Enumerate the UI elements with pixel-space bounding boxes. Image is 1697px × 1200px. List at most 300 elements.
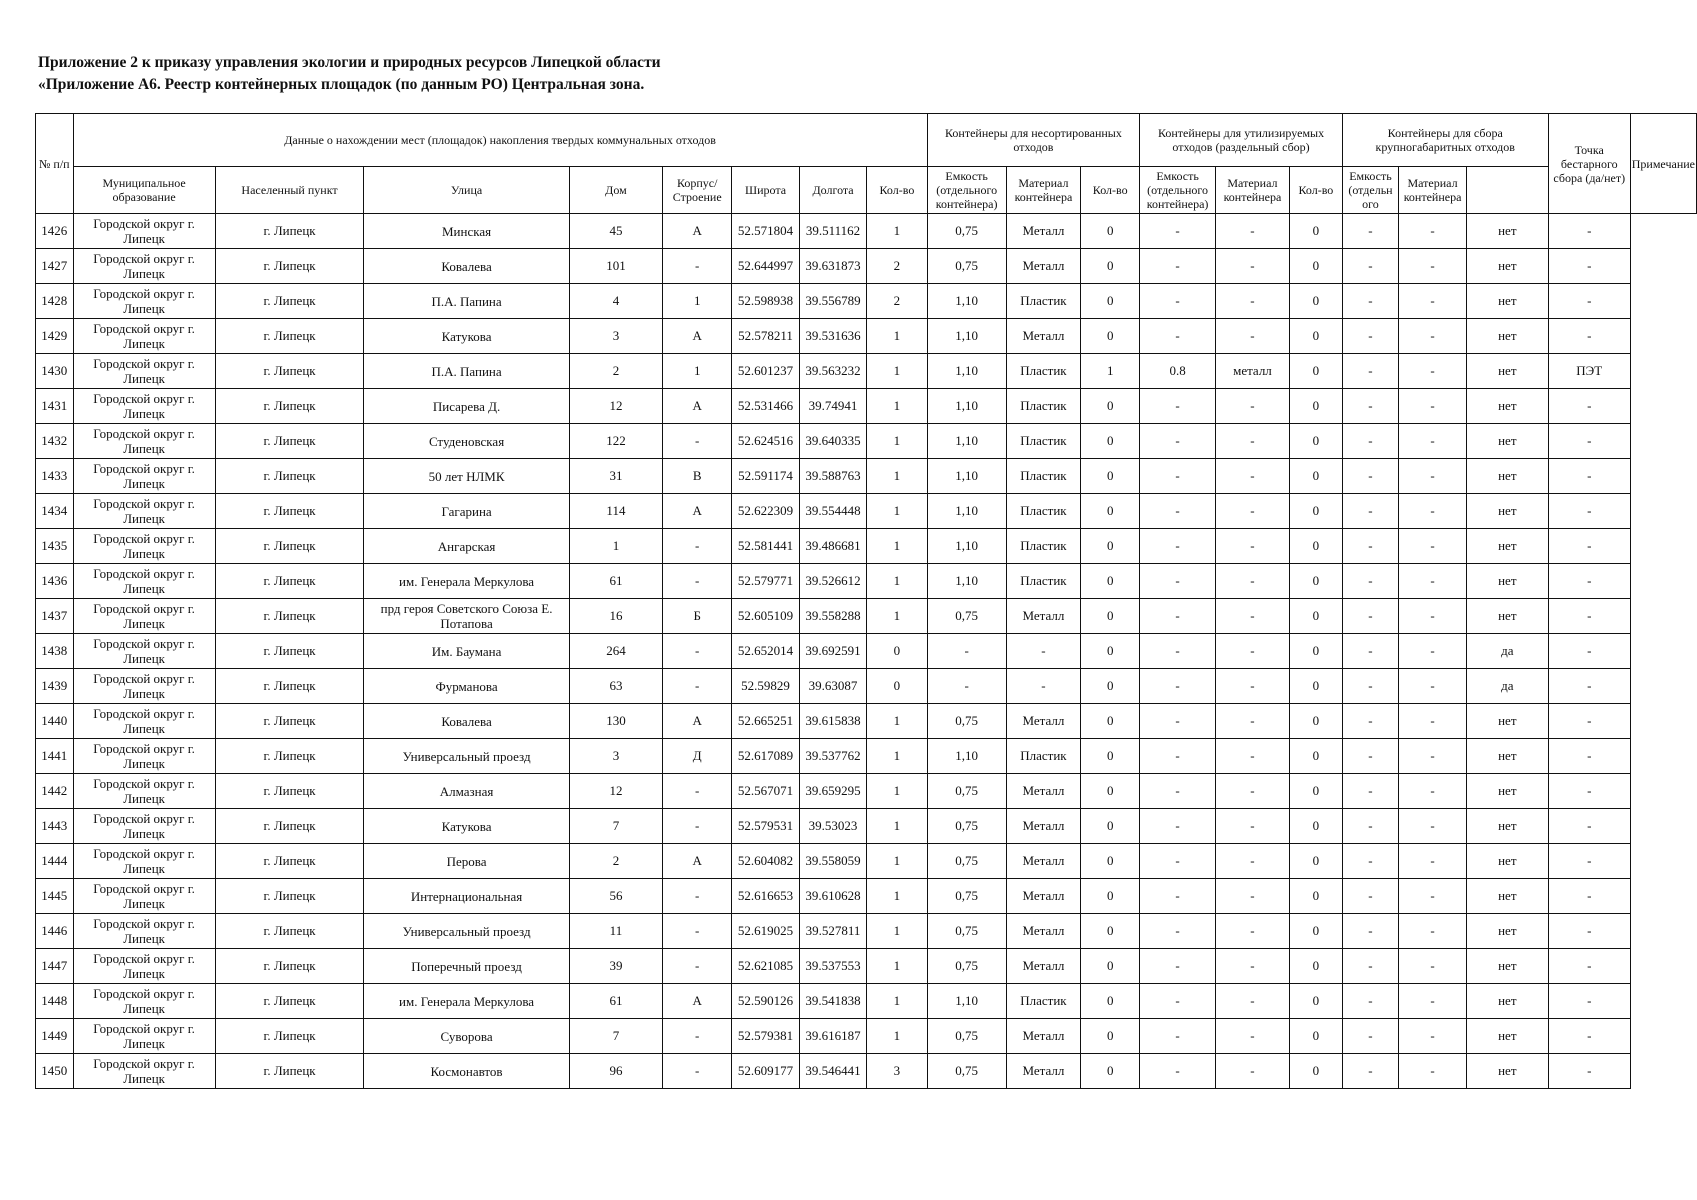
cell-note: ПЭТ bbox=[1548, 354, 1630, 389]
cell-bagless: нет bbox=[1466, 704, 1548, 739]
cell-recyclable-qty: 0 bbox=[1081, 949, 1140, 984]
cell-settlement: г. Липецк bbox=[215, 669, 364, 704]
header-location-group: Данные о нахождении мест (площадок) накопления твердых коммунальных отходов bbox=[73, 114, 927, 167]
cell-num: 1427 bbox=[36, 249, 74, 284]
cell-house: 122 bbox=[569, 424, 662, 459]
cell-num: 1441 bbox=[36, 739, 74, 774]
cell-note: - bbox=[1548, 774, 1630, 809]
cell-recyclable-qty: 0 bbox=[1081, 914, 1140, 949]
cell-unsorted-qty: 1 bbox=[867, 879, 927, 914]
cell-recyclable-qty: 0 bbox=[1081, 669, 1140, 704]
cell-bulky-capacity: - bbox=[1342, 634, 1399, 669]
cell-street: Писарева Д. bbox=[364, 389, 569, 424]
cell-street: П.А. Папина bbox=[364, 354, 569, 389]
cell-recyclable-material: - bbox=[1215, 809, 1289, 844]
cell-unsorted-material: - bbox=[1006, 634, 1080, 669]
cell-bagless: нет bbox=[1466, 739, 1548, 774]
cell-unsorted-material: Пластик bbox=[1006, 424, 1080, 459]
cell-unsorted-capacity: 0,75 bbox=[927, 249, 1006, 284]
cell-street: Суворова bbox=[364, 1019, 569, 1054]
cell-latitude: 52.578211 bbox=[732, 319, 800, 354]
table-row bbox=[36, 389, 1697, 424]
cell-unsorted-qty: 1 bbox=[867, 984, 927, 1019]
cell-bagless: нет bbox=[1466, 494, 1548, 529]
cell-note: - bbox=[1548, 1019, 1630, 1054]
table-row bbox=[36, 424, 1697, 459]
cell-street: Ковалева bbox=[364, 704, 569, 739]
cell-street: Катукова bbox=[364, 319, 569, 354]
cell-settlement: г. Липецк bbox=[215, 249, 364, 284]
cell-recyclable-capacity: - bbox=[1140, 494, 1215, 529]
cell-longitude: 39.74941 bbox=[799, 389, 867, 424]
cell-building: - bbox=[663, 809, 732, 844]
cell-recyclable-material: - bbox=[1215, 879, 1289, 914]
cell-num: 1430 bbox=[36, 354, 74, 389]
cell-unsorted-material: Пластик bbox=[1006, 389, 1080, 424]
cell-recyclable-capacity: - bbox=[1140, 424, 1215, 459]
cell-settlement: г. Липецк bbox=[215, 529, 364, 564]
cell-bulky-material: - bbox=[1399, 494, 1467, 529]
cell-unsorted-qty: 1 bbox=[867, 214, 927, 249]
cell-recyclable-capacity: - bbox=[1140, 949, 1215, 984]
cell-bulky-capacity: - bbox=[1342, 249, 1399, 284]
cell-bulky-qty: 0 bbox=[1290, 1054, 1343, 1089]
cell-longitude: 39.511162 bbox=[799, 214, 867, 249]
cell-note: - bbox=[1548, 879, 1630, 914]
cell-unsorted-qty: 1 bbox=[867, 844, 927, 879]
header-house: Дом bbox=[569, 167, 662, 214]
cell-house: 31 bbox=[569, 459, 662, 494]
cell-longitude: 39.588763 bbox=[799, 459, 867, 494]
cell-unsorted-capacity: 0,75 bbox=[927, 809, 1006, 844]
cell-unsorted-material: Металл bbox=[1006, 319, 1080, 354]
cell-latitude: 52.590126 bbox=[732, 984, 800, 1019]
cell-bulky-qty: 0 bbox=[1290, 354, 1343, 389]
cell-note: - bbox=[1548, 319, 1630, 354]
cell-recyclable-material: - bbox=[1215, 1019, 1289, 1054]
cell-recyclable-capacity: - bbox=[1140, 564, 1215, 599]
cell-bulky-qty: 0 bbox=[1290, 284, 1343, 319]
cell-street: Катукова bbox=[364, 809, 569, 844]
cell-recyclable-material: - bbox=[1215, 704, 1289, 739]
cell-note: - bbox=[1548, 214, 1630, 249]
cell-bulky-qty: 0 bbox=[1290, 424, 1343, 459]
cell-house: 12 bbox=[569, 774, 662, 809]
cell-recyclable-qty: 0 bbox=[1081, 984, 1140, 1019]
cell-recyclable-material: - bbox=[1215, 249, 1289, 284]
cell-house: 45 bbox=[569, 214, 662, 249]
cell-recyclable-qty: 0 bbox=[1081, 1019, 1140, 1054]
cell-house: 3 bbox=[569, 319, 662, 354]
cell-building: А bbox=[663, 319, 732, 354]
cell-num: 1431 bbox=[36, 389, 74, 424]
cell-latitude: 52.652014 bbox=[732, 634, 800, 669]
cell-bulky-material: - bbox=[1399, 319, 1467, 354]
cell-unsorted-material: Пластик bbox=[1006, 739, 1080, 774]
cell-recyclable-capacity: - bbox=[1140, 669, 1215, 704]
cell-street: Перова bbox=[364, 844, 569, 879]
cell-bulky-material: - bbox=[1399, 459, 1467, 494]
cell-bulky-material: - bbox=[1399, 774, 1467, 809]
cell-bulky-capacity: - bbox=[1342, 389, 1399, 424]
cell-building: А bbox=[663, 704, 732, 739]
cell-building: - bbox=[663, 914, 732, 949]
cell-note: - bbox=[1548, 459, 1630, 494]
cell-house: 2 bbox=[569, 844, 662, 879]
header-street: Улица bbox=[364, 167, 569, 214]
cell-num: 1442 bbox=[36, 774, 74, 809]
cell-settlement: г. Липецк bbox=[215, 774, 364, 809]
cell-bulky-capacity: - bbox=[1342, 564, 1399, 599]
cell-bulky-material: - bbox=[1399, 914, 1467, 949]
cell-street: Студеновская bbox=[364, 424, 569, 459]
table-row bbox=[36, 284, 1697, 319]
cell-bulky-qty: 0 bbox=[1290, 494, 1343, 529]
cell-recyclable-material: - bbox=[1215, 949, 1289, 984]
cell-num: 1444 bbox=[36, 844, 74, 879]
cell-house: 7 bbox=[569, 1019, 662, 1054]
cell-settlement: г. Липецк bbox=[215, 319, 364, 354]
cell-bulky-qty: 0 bbox=[1290, 739, 1343, 774]
cell-building: - bbox=[663, 634, 732, 669]
cell-recyclable-capacity: - bbox=[1140, 284, 1215, 319]
cell-recyclable-material: - bbox=[1215, 914, 1289, 949]
cell-recyclable-material: - bbox=[1215, 494, 1289, 529]
cell-bagless: нет bbox=[1466, 389, 1548, 424]
cell-recyclable-qty: 0 bbox=[1081, 214, 1140, 249]
cell-num: 1445 bbox=[36, 879, 74, 914]
cell-bulky-qty: 0 bbox=[1290, 564, 1343, 599]
cell-bagless: нет bbox=[1466, 354, 1548, 389]
cell-recyclable-qty: 1 bbox=[1081, 354, 1140, 389]
cell-recyclable-qty: 0 bbox=[1081, 844, 1140, 879]
cell-unsorted-qty: 1 bbox=[867, 949, 927, 984]
cell-recyclable-qty: 0 bbox=[1081, 1054, 1140, 1089]
cell-longitude: 39.527811 bbox=[799, 914, 867, 949]
cell-building: - bbox=[663, 669, 732, 704]
cell-bagless: нет bbox=[1466, 529, 1548, 564]
cell-street: Поперечный проезд bbox=[364, 949, 569, 984]
cell-bulky-material: - bbox=[1399, 704, 1467, 739]
cell-bulky-material: - bbox=[1399, 739, 1467, 774]
cell-note: - bbox=[1548, 599, 1630, 634]
cell-building: В bbox=[663, 459, 732, 494]
cell-num: 1437 bbox=[36, 599, 74, 634]
cell-unsorted-material: Пластик bbox=[1006, 984, 1080, 1019]
cell-longitude: 39.537762 bbox=[799, 739, 867, 774]
cell-building: - bbox=[663, 249, 732, 284]
cell-settlement: г. Липецк bbox=[215, 879, 364, 914]
cell-settlement: г. Липецк bbox=[215, 704, 364, 739]
cell-building: - bbox=[663, 879, 732, 914]
cell-municipality: Городской округ г. Липецк bbox=[73, 879, 215, 914]
cell-unsorted-material: Пластик bbox=[1006, 354, 1080, 389]
cell-municipality: Городской округ г. Липецк bbox=[73, 704, 215, 739]
table-row bbox=[36, 634, 1697, 669]
cell-unsorted-capacity: 1,10 bbox=[927, 389, 1006, 424]
cell-bagless: нет bbox=[1466, 879, 1548, 914]
cell-street: прд героя Советского Союза Е. Потапова bbox=[364, 599, 569, 634]
cell-bagless: нет bbox=[1466, 284, 1548, 319]
table-row bbox=[36, 249, 1697, 284]
cell-unsorted-qty: 1 bbox=[867, 389, 927, 424]
cell-bagless: да bbox=[1466, 634, 1548, 669]
cell-bagless: нет bbox=[1466, 214, 1548, 249]
header-recyclable-material: Материал контейнера bbox=[1215, 167, 1289, 214]
header-bulky-material: Материал контейнера bbox=[1399, 167, 1467, 214]
cell-latitude: 52.59829 bbox=[732, 669, 800, 704]
cell-longitude: 39.554448 bbox=[799, 494, 867, 529]
cell-unsorted-qty: 3 bbox=[867, 1054, 927, 1089]
cell-longitude: 39.53023 bbox=[799, 809, 867, 844]
cell-settlement: г. Липецк bbox=[215, 1054, 364, 1089]
cell-building: - bbox=[663, 949, 732, 984]
cell-bulky-material: - bbox=[1399, 214, 1467, 249]
cell-unsorted-qty: 1 bbox=[867, 564, 927, 599]
cell-bulky-qty: 0 bbox=[1290, 249, 1343, 284]
cell-recyclable-capacity: - bbox=[1140, 844, 1215, 879]
cell-note: - bbox=[1548, 949, 1630, 984]
cell-bulky-capacity: - bbox=[1342, 424, 1399, 459]
cell-recyclable-material: - bbox=[1215, 564, 1289, 599]
header-num: № п/п bbox=[36, 114, 74, 214]
cell-unsorted-material: Пластик bbox=[1006, 564, 1080, 599]
cell-recyclable-capacity: - bbox=[1140, 914, 1215, 949]
cell-note: - bbox=[1548, 529, 1630, 564]
cell-bulky-capacity: - bbox=[1342, 844, 1399, 879]
cell-recyclable-capacity: - bbox=[1140, 879, 1215, 914]
cell-settlement: г. Липецк bbox=[215, 459, 364, 494]
table-row bbox=[36, 879, 1697, 914]
cell-longitude: 39.546441 bbox=[799, 1054, 867, 1089]
cell-house: 56 bbox=[569, 879, 662, 914]
cell-bulky-capacity: - bbox=[1342, 1054, 1399, 1089]
cell-house: 39 bbox=[569, 949, 662, 984]
cell-bulky-qty: 0 bbox=[1290, 774, 1343, 809]
cell-recyclable-qty: 0 bbox=[1081, 704, 1140, 739]
cell-recyclable-capacity: - bbox=[1140, 319, 1215, 354]
cell-bulky-capacity: - bbox=[1342, 739, 1399, 774]
cell-unsorted-capacity: 1,10 bbox=[927, 424, 1006, 459]
cell-longitude: 39.486681 bbox=[799, 529, 867, 564]
cell-recyclable-qty: 0 bbox=[1081, 879, 1140, 914]
cell-unsorted-capacity: 1,10 bbox=[927, 319, 1006, 354]
cell-house: 96 bbox=[569, 1054, 662, 1089]
cell-settlement: г. Липецк bbox=[215, 494, 364, 529]
cell-latitude: 52.598938 bbox=[732, 284, 800, 319]
table-row bbox=[36, 774, 1697, 809]
cell-street: им. Генерала Меркулова bbox=[364, 564, 569, 599]
header-bulky-qty: Кол-во bbox=[1290, 167, 1343, 214]
cell-bulky-qty: 0 bbox=[1290, 389, 1343, 424]
heading-line-2: «Приложение А6. Реестр контейнерных площадок (по данным РО) Центральная зона. bbox=[38, 76, 645, 93]
table-row bbox=[36, 1019, 1697, 1054]
cell-recyclable-capacity: - bbox=[1140, 704, 1215, 739]
cell-longitude: 39.558288 bbox=[799, 599, 867, 634]
table-row bbox=[36, 459, 1697, 494]
cell-recyclable-qty: 0 bbox=[1081, 424, 1140, 459]
cell-municipality: Городской округ г. Липецк bbox=[73, 1019, 215, 1054]
cell-longitude: 39.631873 bbox=[799, 249, 867, 284]
cell-bagless: нет bbox=[1466, 424, 1548, 459]
table-row bbox=[36, 564, 1697, 599]
cell-unsorted-material: Металл bbox=[1006, 844, 1080, 879]
cell-num: 1440 bbox=[36, 704, 74, 739]
cell-num: 1426 bbox=[36, 214, 74, 249]
cell-street: Ковалева bbox=[364, 249, 569, 284]
cell-note: - bbox=[1548, 844, 1630, 879]
cell-recyclable-capacity: - bbox=[1140, 214, 1215, 249]
cell-street: Ангарская bbox=[364, 529, 569, 564]
header-unsorted-group: Контейнеры для несортированных отходов bbox=[927, 114, 1140, 167]
cell-recyclable-capacity: - bbox=[1140, 809, 1215, 844]
table-row bbox=[36, 319, 1697, 354]
cell-settlement: г. Липецк bbox=[215, 599, 364, 634]
cell-municipality: Городской округ г. Липецк bbox=[73, 809, 215, 844]
cell-house: 114 bbox=[569, 494, 662, 529]
cell-house: 130 bbox=[569, 704, 662, 739]
cell-unsorted-qty: 1 bbox=[867, 424, 927, 459]
cell-unsorted-qty: 1 bbox=[867, 354, 927, 389]
cell-recyclable-capacity: - bbox=[1140, 529, 1215, 564]
cell-note: - bbox=[1548, 564, 1630, 599]
cell-recyclable-material: - bbox=[1215, 634, 1289, 669]
cell-note: - bbox=[1548, 494, 1630, 529]
header-recyclable-capacity: Емкость (отдельного контейнера) bbox=[1140, 167, 1215, 214]
cell-num: 1447 bbox=[36, 949, 74, 984]
cell-bagless: нет bbox=[1466, 319, 1548, 354]
cell-unsorted-capacity: 0,75 bbox=[927, 914, 1006, 949]
heading-line-1: Приложение 2 к приказу управления экологии и природных ресурсов Липецкой области bbox=[38, 54, 661, 71]
cell-building: - bbox=[663, 774, 732, 809]
cell-recyclable-capacity: - bbox=[1140, 984, 1215, 1019]
cell-unsorted-capacity: 1,10 bbox=[927, 459, 1006, 494]
cell-bulky-capacity: - bbox=[1342, 704, 1399, 739]
cell-latitude: 52.619025 bbox=[732, 914, 800, 949]
cell-street: Интернациональная bbox=[364, 879, 569, 914]
cell-bagless: нет bbox=[1466, 1054, 1548, 1089]
cell-recyclable-qty: 0 bbox=[1081, 249, 1140, 284]
cell-settlement: г. Липецк bbox=[215, 634, 364, 669]
cell-bulky-capacity: - bbox=[1342, 459, 1399, 494]
cell-longitude: 39.537553 bbox=[799, 949, 867, 984]
cell-recyclable-capacity: - bbox=[1140, 774, 1215, 809]
cell-recyclable-capacity: - bbox=[1140, 249, 1215, 284]
cell-bulky-qty: 0 bbox=[1290, 984, 1343, 1019]
cell-recyclable-material: - bbox=[1215, 844, 1289, 879]
cell-unsorted-capacity: 1,10 bbox=[927, 529, 1006, 564]
cell-num: 1448 bbox=[36, 984, 74, 1019]
cell-building: А bbox=[663, 844, 732, 879]
table-row bbox=[36, 914, 1697, 949]
cell-recyclable-qty: 0 bbox=[1081, 319, 1140, 354]
cell-num: 1435 bbox=[36, 529, 74, 564]
cell-note: - bbox=[1548, 389, 1630, 424]
cell-note: - bbox=[1548, 704, 1630, 739]
cell-bulky-qty: 0 bbox=[1290, 844, 1343, 879]
cell-street: П.А. Папина bbox=[364, 284, 569, 319]
cell-bulky-capacity: - bbox=[1342, 949, 1399, 984]
header-municipality: Муниципальное образование bbox=[73, 167, 215, 214]
cell-bulky-material: - bbox=[1399, 284, 1467, 319]
cell-bulky-capacity: - bbox=[1342, 774, 1399, 809]
cell-settlement: г. Липецк bbox=[215, 914, 364, 949]
header-longitude: Долгота bbox=[799, 167, 867, 214]
cell-recyclable-qty: 0 bbox=[1081, 494, 1140, 529]
cell-house: 3 bbox=[569, 739, 662, 774]
cell-num: 1434 bbox=[36, 494, 74, 529]
cell-unsorted-capacity: 0,75 bbox=[927, 949, 1006, 984]
cell-unsorted-material: Металл bbox=[1006, 599, 1080, 634]
cell-house: 101 bbox=[569, 249, 662, 284]
cell-bulky-material: - bbox=[1399, 984, 1467, 1019]
header-unsorted-capacity: Емкость (отдельного контейнера) bbox=[927, 167, 1006, 214]
cell-note: - bbox=[1548, 914, 1630, 949]
cell-municipality: Городской округ г. Липецк bbox=[73, 389, 215, 424]
cell-building: А bbox=[663, 389, 732, 424]
cell-settlement: г. Липецк bbox=[215, 1019, 364, 1054]
cell-bulky-material: - bbox=[1399, 1019, 1467, 1054]
table-row bbox=[36, 739, 1697, 774]
table-row bbox=[36, 949, 1697, 984]
cell-building: А bbox=[663, 984, 732, 1019]
cell-bulky-capacity: - bbox=[1342, 599, 1399, 634]
cell-bulky-material: - bbox=[1399, 599, 1467, 634]
cell-unsorted-qty: 1 bbox=[867, 704, 927, 739]
cell-unsorted-material: Металл bbox=[1006, 949, 1080, 984]
cell-recyclable-qty: 0 bbox=[1081, 809, 1140, 844]
cell-bagless: нет bbox=[1466, 459, 1548, 494]
cell-unsorted-material: Металл bbox=[1006, 774, 1080, 809]
cell-recyclable-material: - bbox=[1215, 284, 1289, 319]
cell-bagless: нет bbox=[1466, 1019, 1548, 1054]
cell-building: 1 bbox=[663, 354, 732, 389]
cell-unsorted-material: Металл bbox=[1006, 914, 1080, 949]
cell-bulky-qty: 0 bbox=[1290, 634, 1343, 669]
cell-latitude: 52.609177 bbox=[732, 1054, 800, 1089]
cell-longitude: 39.616187 bbox=[799, 1019, 867, 1054]
cell-building: - bbox=[663, 529, 732, 564]
cell-unsorted-material: Металл bbox=[1006, 809, 1080, 844]
cell-latitude: 52.581441 bbox=[732, 529, 800, 564]
cell-unsorted-qty: 0 bbox=[867, 634, 927, 669]
cell-note: - bbox=[1548, 669, 1630, 704]
cell-unsorted-qty: 1 bbox=[867, 1019, 927, 1054]
cell-house: 16 bbox=[569, 599, 662, 634]
cell-unsorted-material: Металл bbox=[1006, 214, 1080, 249]
cell-street: им. Генерала Меркулова bbox=[364, 984, 569, 1019]
cell-note: - bbox=[1548, 809, 1630, 844]
cell-note: - bbox=[1548, 424, 1630, 459]
cell-unsorted-capacity: 1,10 bbox=[927, 984, 1006, 1019]
registry-body bbox=[36, 214, 1697, 1089]
cell-settlement: г. Липецк bbox=[215, 214, 364, 249]
cell-unsorted-material: - bbox=[1006, 669, 1080, 704]
cell-num: 1436 bbox=[36, 564, 74, 599]
cell-bulky-qty: 0 bbox=[1290, 809, 1343, 844]
cell-recyclable-material: - bbox=[1215, 529, 1289, 564]
cell-longitude: 39.526612 bbox=[799, 564, 867, 599]
cell-latitude: 52.601237 bbox=[732, 354, 800, 389]
cell-bulky-material: - bbox=[1399, 564, 1467, 599]
table-row bbox=[36, 844, 1697, 879]
cell-building: Д bbox=[663, 739, 732, 774]
cell-recyclable-qty: 0 bbox=[1081, 529, 1140, 564]
header-latitude: Широта bbox=[732, 167, 800, 214]
cell-latitude: 52.591174 bbox=[732, 459, 800, 494]
cell-num: 1449 bbox=[36, 1019, 74, 1054]
cell-recyclable-material: - bbox=[1215, 424, 1289, 459]
